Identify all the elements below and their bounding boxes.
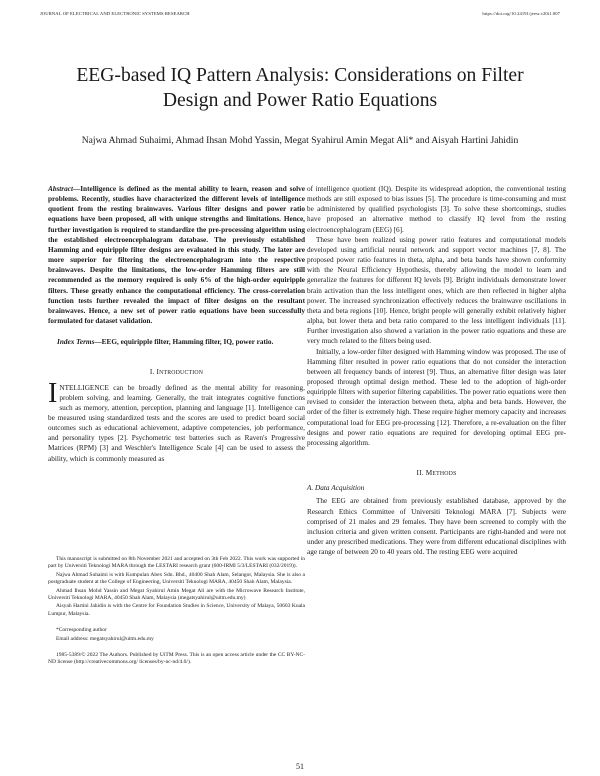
right-column bbox=[307, 184, 566, 557]
footnote-author-3: Aisyah Hartini Jahidin is with the Centre for Foundation Studies in Science, University of Malaya, 50603 Kuala Lumpur, Malaysia. bbox=[48, 603, 305, 617]
index-terms-text: —EEG, equiripple filter, Hamming filter, IQ, power ratio. bbox=[94, 338, 274, 347]
index-terms bbox=[48, 337, 305, 347]
footnote-submission: This manuscript is submitted on 8th November 2021 and accepted on 3th Feb 2022. This work was supported in part by Universiti Teknologi MARA through the LESTARI research grant (600-IRMI 5/3/LESTARI (032/2019)). bbox=[48, 556, 305, 570]
running-head bbox=[40, 11, 560, 19]
footnotes bbox=[48, 556, 305, 668]
section-heading-methods: II. METHODS bbox=[416, 469, 457, 478]
intro-paragraph-2: These have been realized using power ratio features and computational models developed using artificial neural network and support vector machines [7, 8]. The proposed power ratio features in theta, alpha, and beta bands have shown conformity with the Neural Efficiency Hypothesis, thereby allowing the model to learn and generalize the features for different IQ levels [9]. Bright individuals demonstrate lower brain activation than the less intelligent ones, which are then reflected in higher alpha power. The increased synchronization effectively reduces the brainwave oscillations in theta and beta regions [10]. Hence, bright people will generally exhibit relatively higher alpha, but lower theta and beta ratio compared to the less intelligent individuals [11]. Further investigation also showed a variation in the power ratio equations and these are very much related to the filters being used. bbox=[307, 235, 566, 346]
abstract bbox=[48, 184, 305, 326]
email-address[interactable]: Email address: megatsyahirul@uitm.edu.my bbox=[56, 635, 154, 642]
intro-paragraph-1-continued: of intelligence quotient (IQ). Despite its widespread adoption, the conventional testing methods are still exposed to bias issues [5]. The procedure is time-consuming and must be administered by qualified psychologists [3]. To solve these shortcomings, studies have proposed an alternative method to classify IQ level from the resting electroencephalogram (EEG) [6]. bbox=[307, 185, 566, 234]
intro-paragraph-3: Initially, a low-order filter designed with Hamming window was proposed. The use of Hamming filter resulted in power ratio equations that do not consider the interaction between all frequency bands of interest [9]. Thus, an alternative filter design was later proposed through optimal design method. These led to the adoption of high-order equiripple filters with superior filtering capabilities. The power ratio equations were then revised to consider the interaction between theta, alpha and beta bands. However, the order of the filter is extremely high. These require higher memory capacity and increases computational load for EEG pre-processing [12]. Therefore, a re-evaluation on the filter designs and power ratio equations are required for developing optimal EEG pre-processing algorithm. bbox=[307, 347, 566, 447]
index-terms-lead: Index Terms bbox=[57, 338, 95, 347]
drop-cap: I bbox=[48, 377, 58, 409]
corresponding-author: *Corresponding author bbox=[56, 627, 107, 634]
author-list: Najwa Ahmad Suhaimi, Ahmad Ihsan Mohd Yassin, Megat Syahirul Amin Megat Ali* and Aisyah Hartini Jahidin bbox=[81, 135, 519, 146]
footnote-author-1: Najwa Ahmad Suhaimi is with Kumpulan Abex Sdn. Bhd., 40400 Shah Alam, Selangor, Malaysia. She is also a postgraduate student at the College of Engineering, Universiti Teknologi MARA, 40450 Shah Alam, Malaysia. bbox=[48, 571, 305, 586]
page-number: 51 bbox=[296, 762, 304, 771]
journal-name: JOURNAL OF ELECTRICAL AND ELECTRONIC SYSTEMS RESEARCH bbox=[40, 11, 190, 16]
methods-paragraph-1: The EEG are obtained from previously established database, approved by the Research Ethics Committee of Universiti Teknologi MARA [7]. Subjects were comprised of 21 males and 29 females. They have been screened to comply with the inclusion criteria and given written consent. Participants are right-handed and were not under any prescribed medications. They were from different educational disciplines with age range of between 20 to 40 years old. The resting EEG were acquired bbox=[307, 497, 566, 557]
paper-title: EEG-based IQ Pattern Analysis: Considerations on Filter Design and Power Ratio Equations bbox=[76, 65, 524, 111]
subsection-data-acquisition: A. Data Acquisition bbox=[307, 484, 365, 493]
left-column bbox=[48, 184, 305, 464]
doi-link[interactable]: https://doi.org/10.24191/jeesr.v20i1.007 bbox=[482, 11, 560, 16]
footnote-author-2: Ahmad Ihsan Mohd Yassin and Megat Syahirul Amin Megat Ali are with the Microwave Research Institute, Universiti Teknologi MARA, 40450 Shah Alam, Malaysia (megatsyahirul@uitm.edu.my) bbox=[48, 587, 305, 602]
intro-paragraph-1: INTELLIGENCE can be broadly defined as the mental ability for reasoning, problem solving, and learning. Generally, the trait integrates cognitive functions such as memory, attention, perception, planning and language [1]. Intelligence can be measured using standardized tests and the scores are used to predict board social outcomes such as educational achievement, adaptive competencies, job performance, and personality types [2]. Psychometric test batteries such as Raven's Progressive Matrices (RPM) [3] and Weschler's Intelligence Scale [4] can be used to assess the ability, which is commonly measured as bbox=[48, 377, 305, 463]
abstract-text: —Intelligence is defined as the mental ability to learn, reason and solve problems. Recently, studies have characterized the different levels of intelligence quotient from the resting brainwaves. Various filter designs and power ratio equations have been proposed, all with unique strengths and limitations. Hence, further investigation is required to standardize the pre-processing algorithm using the established electroencephalogram database. The previously established Hamming and equiripple filter designs are evaluated in this study. The later are more superior for filtering the electroencephalogram into the respective brainwaves. Despite the limitations, the low-order Hamming filters are still recommended as the memory required is only 6% of the high-order equiripple filters. These greatly enhance the computational efficiency. The cross-correlation function tests further revealed the impact of filter designs on the resultant brainwaves. Hence, a new set of power ratio equations have been successfully formulated for dataset validation. bbox=[48, 185, 305, 326]
section-heading-introduction: I. INTRODUCTION bbox=[149, 368, 204, 377]
license-notice: 1985-5389/© 2022 The Authors. Published by UiTM Press. This is an open access article under the CC BY-NC-ND license (http://creativecommons.org/ licenses/by-nc-nd/4.0/). bbox=[48, 652, 305, 666]
abstract-lead: Abstract bbox=[48, 185, 73, 193]
